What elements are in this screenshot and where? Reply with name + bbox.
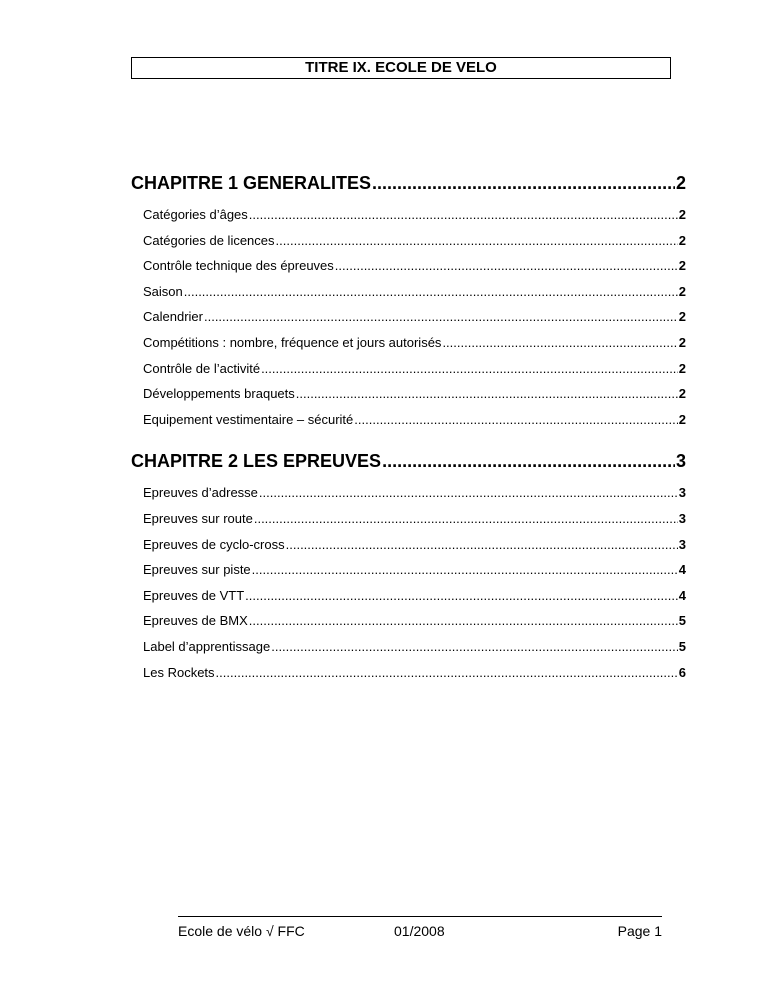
toc-leader-dots: [254, 506, 678, 532]
toc-leader-dots: [296, 381, 678, 407]
toc-entry-label: Epreuves sur route: [143, 510, 253, 526]
toc-entry[interactable]: [143, 660, 686, 686]
toc-entry-label: Compétitions : nombre, fréquence et jours autorisés: [143, 334, 442, 350]
toc-page-number: 2: [678, 334, 686, 350]
toc-page-number: 2: [675, 173, 686, 193]
toc-entry-label: Contrôle technique des épreuves: [143, 258, 334, 274]
toc-entry-label: Epreuves de cyclo-cross: [143, 536, 285, 552]
toc-entry-label: Equipement vestimentaire – sécurité: [143, 411, 354, 427]
toc-page-number: 2: [678, 386, 686, 402]
toc-chapter-label: CHAPITRE 2 LES EPREUVES: [131, 451, 382, 472]
toc-entry[interactable]: [143, 506, 686, 532]
toc-page-number: 3: [678, 536, 686, 552]
toc-leader-dots: [216, 660, 678, 686]
toc-entry[interactable]: [143, 532, 686, 558]
toc-page-number: 3: [675, 451, 686, 472]
toc-entry-label: Calendrier: [143, 309, 203, 325]
toc-chapter-1-entries: [131, 200, 686, 432]
document-title: TITRE IX. ECOLE DE VELO: [131, 57, 671, 79]
toc-entry[interactable]: [143, 356, 686, 382]
toc-entry[interactable]: [143, 583, 686, 609]
toc-page-number: 4: [678, 587, 686, 603]
toc-page-number: 2: [678, 309, 686, 325]
toc-leader-dots: [354, 407, 677, 433]
toc-chapter-2[interactable]: [131, 444, 686, 478]
footer-document-name: Ecole de vélo √ FFC: [178, 923, 305, 939]
toc-page-number: 2: [678, 283, 686, 299]
toc-entry-label: Label d’apprentissage: [143, 638, 271, 654]
toc-leader-dots: [276, 228, 678, 254]
toc-entry-label: Contrôle de l’activité: [143, 360, 261, 376]
toc-page-number: 2: [678, 360, 686, 376]
toc-entry-label: Epreuves d’adresse: [143, 485, 258, 501]
toc-entry[interactable]: [143, 407, 686, 433]
toc-entry-label: Epreuves sur piste: [143, 562, 251, 578]
toc-leader-dots: [372, 166, 675, 200]
toc-page-number: 5: [678, 638, 686, 654]
toc-entry-label: Catégories de licences: [143, 232, 275, 248]
toc-entry-label: Les Rockets: [143, 664, 215, 680]
toc-entry[interactable]: [143, 557, 686, 583]
toc-entry[interactable]: [143, 608, 686, 634]
toc-page-number: 2: [678, 207, 686, 222]
toc-page-number: 2: [678, 411, 686, 427]
toc-chapter-2-entries: [131, 478, 686, 685]
toc-entry[interactable]: [143, 634, 686, 660]
toc-entry-label: Epreuves de VTT: [143, 587, 245, 603]
toc-leader-dots: [184, 279, 678, 305]
footer-date: 01/2008: [394, 923, 445, 939]
toc-chapter-label: CHAPITRE 1 GENERALITES: [131, 173, 372, 193]
toc-leader-dots: [335, 253, 678, 279]
toc-entry[interactable]: [143, 279, 686, 305]
toc-entry[interactable]: [143, 202, 686, 228]
toc-entry-label: Epreuves de BMX: [143, 613, 248, 629]
toc-leader-dots: [252, 557, 678, 583]
toc-entry[interactable]: [143, 228, 686, 254]
toc-leader-dots: [442, 330, 677, 356]
toc-leader-dots: [245, 583, 678, 609]
page-footer: [178, 916, 662, 939]
toc-leader-dots: [204, 304, 678, 330]
toc-leader-dots: [271, 634, 678, 660]
toc-entry[interactable]: [143, 480, 686, 506]
footer-page-number: Page 1: [617, 923, 662, 939]
toc-page-number: 4: [678, 562, 686, 578]
toc-entry-label: Développements braquets: [143, 386, 295, 402]
toc-chapter-1[interactable]: [131, 166, 686, 200]
toc-page-number: 5: [678, 613, 686, 629]
toc-leader-dots: [286, 532, 678, 558]
toc-page-number: 6: [678, 664, 686, 680]
toc-leader-dots: [249, 608, 678, 634]
toc-page-number: 3: [678, 485, 686, 501]
table-of-contents: [131, 166, 686, 685]
toc-leader-dots: [382, 444, 675, 478]
toc-entry[interactable]: [143, 381, 686, 407]
toc-entry[interactable]: [143, 304, 686, 330]
toc-entry[interactable]: [143, 253, 686, 279]
toc-leader-dots: [249, 202, 678, 228]
toc-leader-dots: [259, 480, 678, 506]
toc-page-number: 2: [678, 258, 686, 274]
toc-entry-label: Catégories d’âges: [143, 207, 248, 222]
toc-page-number: 3: [678, 510, 686, 526]
toc-leader-dots: [261, 356, 678, 382]
toc-page-number: 2: [678, 232, 686, 248]
toc-entry[interactable]: [143, 330, 686, 356]
toc-entry-label: Saison: [143, 283, 183, 299]
